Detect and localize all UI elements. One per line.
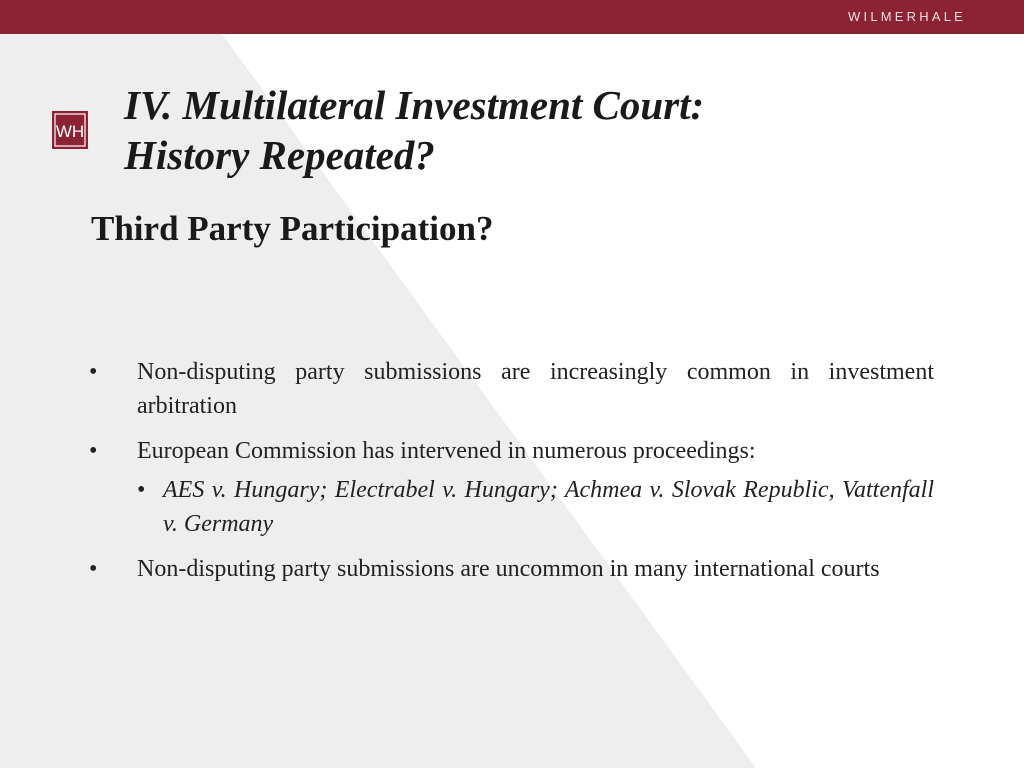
sub-bullet-list <box>137 473 934 541</box>
bullet-text: Non-disputing party submissions are uncommon in many international courts <box>137 556 880 582</box>
top-header-bar <box>0 0 1024 34</box>
sub-bullet-item <box>137 473 934 541</box>
wilmerhale-logo-icon <box>52 111 88 149</box>
bullet-item <box>88 355 934 423</box>
slide-title <box>124 80 924 180</box>
bullet-item <box>88 434 934 541</box>
brand-name: WILMERHALE <box>848 9 966 24</box>
slide-subtitle: Third Party Participation? <box>91 209 494 248</box>
bullet-text: Non-disputing party submissions are increasingly common in investment arbitration <box>137 359 934 419</box>
bullet-list <box>88 355 934 597</box>
sub-bullet-text: AES v. Hungary; Electrabel v. Hungary; Achmea v. Slovak Republic, Vattenfall v. Germany <box>163 477 934 537</box>
bullet-marker: • <box>89 438 98 464</box>
bullet-text: European Commission has intervened in numerous proceedings: <box>137 438 756 464</box>
bullet-body <box>137 434 934 541</box>
svg-text:WH: WH <box>55 122 85 141</box>
bullet-marker: • <box>89 359 98 385</box>
bullet-item <box>88 552 934 586</box>
sub-bullet-marker: • <box>137 477 146 503</box>
bullet-marker: • <box>89 556 98 582</box>
slide-title-line-1: IV. Multilateral Investment Court: <box>124 82 705 128</box>
slide-title-line-2: History Repeated? <box>124 132 435 178</box>
